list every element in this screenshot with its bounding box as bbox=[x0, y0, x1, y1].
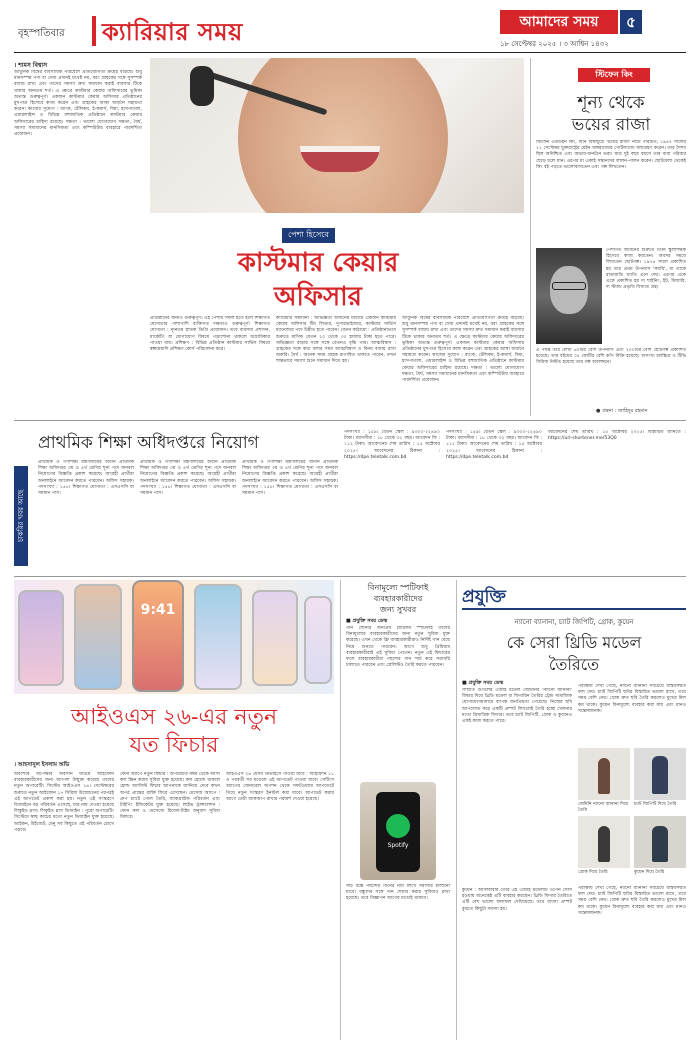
figure-caption-2: চ্যাট জিপিটি দিয়ে তৈরি bbox=[634, 802, 677, 807]
ios-author: । আহসানুল ইসলাম অভি bbox=[14, 762, 70, 768]
figurine-2 bbox=[652, 756, 668, 794]
recruitment-side-label: চাকরির খবর আছে bbox=[14, 466, 28, 566]
masthead-divider bbox=[92, 16, 96, 46]
portrait-face bbox=[550, 266, 588, 314]
tech-author: ■ প্রযুক্তি সময় ডেস্ক bbox=[462, 680, 504, 686]
tech-subtitle: ন্যানো ব্যানানা, চ্যাট জিপিটি, গ্রোক, কুয়েন bbox=[514, 618, 634, 626]
customer-care-body-right-b: আধুনিক বিশ্বের ব্যবসায়িক পরিবেশে প্রতিযোগিতা ক্রমেই বাড়ছে। শুধু মানসম্পন্ন পণ্য বা সেবা প্রদানই যথেষ্ট নয়, বরং গ্রাহকের সঙ্গে সুসম্পর্ক বজায় রাখা এবং তাদের সমস্যা দ্রুত সমাধান করাই ব্যবসার টিকে থাকার অন্যতম শর্ত। এ ক্ষেত্রে কাস্টমার কেয়ার অফিসারের ভূমিকা অত্যন্ত গুরুত্বপূর্ণ। একজন কাস্টমার কেয়ার অফিসার প্রতিষ্ঠানের মুখপাত্র হিসেবে কাজ করেন এবং গ্রাহকের আস্থা অর্জনে সহায়তা করেন। কাজের সুযোগ : ব্যাংক, টেলিকম, ই-কমার্স, বিমা, হাসপাতাল, এয়ারলাইন্স ও বিভিন্ন বহুজাতিক প্রতিষ্ঠানে কাস্টমার কেয়ার অফিসারের চাহিদা রয়েছে। দক্ষতা : ভালো যোগাযোগ দক্ষতা, ধৈর্য, সমস্যা সমাধানের মানসিকতা এবং কম্পিউটার ব্যবহারে পারদর্শিতা প্রয়োজন। bbox=[402, 316, 524, 384]
ios-body-3: আইওএস ২৬ যেসব ডিভাইসে পাওয়া যাবে : আইফোন ১১ ও পরবর্তী সব মডেলে এই আপডেট পাওয়া যাবে। সেটিংস অ্যাপের জেনারেল অপশন থেকে সফটওয়্যার আপডেটে গিয়ে নতুন সংস্করণ ইনস্টল করা যাবে। আপডেট করার আগে ডেটা ব্যাকআপ রাখার পরামর্শ দেওয়া হয়েছে। bbox=[226, 772, 334, 802]
figure-caption-4: কুয়েন দিয়ে তৈরি bbox=[634, 870, 665, 875]
recruitment-title: প্রাথমিক শিক্ষা অধিদপ্তরে নিয়োগ bbox=[38, 433, 259, 453]
ios-article bbox=[14, 580, 334, 1042]
recruitment-body-4: পদসংখ্যা : ১৫৯। বেতন স্কেল : ৯৩০০-২২৪৯০ টাকা। বয়সসীমা : ১৮ থেকে ৩২ বছর। আবেদন ফি : ১১২ টাকা। আবেদনের শেষ তারিখ : ১৫ অক্টোবর ২০২৫। আবেদনের ঠিকানা : https://dpe.teletalk.com.bd bbox=[344, 430, 440, 460]
tech-body-4: পরীক্ষায় দেখা গেছে, ন্যানো ব্যানানা সবচেয়ে বাস্তবসম্মত ফল দেয়। চ্যাট জিপিটি ছবির বিস্তারিত ভালো রাখে, তবে সময় বেশি নেয়। গ্রোক দ্রুত ছবি তৈরি করলেও মুখের মিল কম থাকে। কুয়েন বিনামূল্যে ব্যবহার করা যায় এবং মানও সন্তোষজনক। bbox=[578, 886, 686, 916]
section-title: ক্যারিয়ার সময় bbox=[102, 17, 243, 46]
phone-time: 9:41 bbox=[140, 602, 176, 618]
spotify-title-2: ব্যবহারকারীদের bbox=[373, 594, 423, 603]
ios-phones-image bbox=[14, 580, 334, 694]
figure-image-1 bbox=[578, 748, 630, 800]
figure-image-3 bbox=[578, 816, 630, 868]
masthead bbox=[0, 0, 700, 52]
col-rule-1 bbox=[530, 58, 531, 416]
customer-care-kicker: পেশা হিসেবে bbox=[282, 228, 335, 243]
rule-mid bbox=[14, 420, 686, 421]
face-shape bbox=[238, 58, 448, 213]
spotify-brand: Spotify bbox=[387, 842, 409, 849]
spotify-logo-icon bbox=[386, 814, 410, 838]
stephen-king-credit: ● গ্রন্থনা : জাহিদুর রহমান bbox=[596, 408, 648, 414]
tech-title-2: তৈরিতে bbox=[548, 655, 600, 674]
stephen-king-article bbox=[536, 68, 686, 418]
figurine-1 bbox=[598, 758, 610, 794]
customer-care-title-1: কাস্টমার কেয়ার bbox=[237, 248, 399, 278]
paper-logo: আমাদের সময় bbox=[500, 10, 618, 34]
ios-body-1: অবশেষে অপেক্ষার অবসান ঘটিয়ে আইফোন ব্যবহারকারীদের জন্য অ্যাপল উন্মুক্ত করেছে তাদের নতুন অপারেটিং সিস্টেম আইওএস ২৬। সেপ্টেম্বরের শুরুতে নতুন আইফোন ১৭ সিরিজ উন্মোচনের পরপরই এই আপডেট প্রকাশ করা হয়। নতুন এই সংস্করণে ডিজাইনে বড় পরিবর্তন এসেছে, যার নাম দেওয়া হয়েছে লিকুইড গ্লাস। লিকুইড গ্লাস ডিজাইন : পুরো অপারেটিং সিস্টেমে স্বচ্ছ কাচের মতো নতুন ডিজাইন যুক্ত হয়েছে। আইকন, উইজেট, মেনু সব কিছুতে এই পরিবর্তন চোখে পড়বে। bbox=[14, 772, 114, 833]
rule-lower bbox=[14, 576, 686, 577]
ios-title-1: আইওএস ২৬-এর নতুন bbox=[70, 705, 278, 730]
phone-5 bbox=[252, 590, 298, 686]
tech-article bbox=[462, 580, 686, 1042]
customer-care-photo bbox=[150, 58, 524, 213]
customer-care-body-mid: প্রতিষ্ঠানের জন্যও গুরুত্বপূর্ণ। এই পেশায় সফল হতে হলে শিক্ষাগত যোগ্যতার পাশাপাশি ব্যক্তিগত দক্ষতাও গুরুত্বপূর্ণ। শিক্ষাগত যোগ্যতা : ন্যূনতম স্নাতক ডিগ্রি প্রয়োজন। তবে ব্যবসায় প্রশাসন, মার্কেটিং বা যোগাযোগ বিষয়ে পড়াশোনা থাকলে অগ্রাধিকার পাওয়া যায়। প্রশিক্ষণ : বিভিন্ন প্রতিষ্ঠান কাস্টমার সার্ভিস বিষয়ে স্বল্পমেয়াদি প্রশিক্ষণ কোর্স পরিচালনা করে। bbox=[150, 316, 270, 353]
col-rule-2 bbox=[340, 580, 341, 1040]
page-number: ৫ bbox=[620, 10, 642, 34]
ios-title-2: যত ফিচার bbox=[129, 733, 219, 758]
phone-6 bbox=[304, 596, 332, 684]
tech-section-title: প্রযুক্তি bbox=[462, 587, 506, 607]
recruitment-body-1: প্রাথমিক ও গণশিক্ষা মন্ত্রণালয়ের অধীন প্রাথমিক শিক্ষা অধিদপ্তর ৩য় ও ৪র্থ শ্রেণির শূন্য পদে জনবল নিয়োগের বিজ্ঞপ্তি প্রকাশ করেছে। আগ্রহী প্রার্থীরা অনলাইনে আবেদন করতে পারবেন। অফিস সহায়ক। পদসংখ্যা : ১৫৮। শিক্ষাগত যোগ্যতা : এসএসসি বা সমমান পাস। bbox=[38, 460, 134, 497]
phone-4 bbox=[194, 584, 242, 690]
phone-3 bbox=[132, 580, 184, 692]
customer-care-author: । শামস বিশ্বাস bbox=[14, 62, 48, 69]
earpiece-icon bbox=[190, 66, 214, 106]
stephen-king-body: স্টিফেন এডউইন কিং, যিনি বিশ্বজুড়ে 'ভয়ের রাজা' নামে পরিচিত, ১৯৪৭ সালের ২১ সেপ্টেম্বর যুক্তরাষ্ট্রের মেইন অঙ্গরাজ্যের পোর্টল্যান্ডে জন্মগ্রহণ করেন। তার শৈশব ছিল অনিশ্চিত এবং অভাব-অনটনে ভরা। মাত্র দুই বছর বয়সে তার বাবা পরিবার ছেড়ে চলে যান। এরপর মা একাই সন্তানদের লালন-পালন করেন। ছোটবেলা থেকেই কিং বই পড়তে ভালোবাসতেন এবং গল্প লিখতেন। bbox=[536, 140, 686, 170]
stephen-king-photo bbox=[536, 248, 602, 344]
customer-care-body-right-a: ক্যারিয়ার সম্ভাবনা : অভিজ্ঞতা অর্জনের মাধ্যমে একজন কাস্টমার কেয়ার অফিসার টিম লিডার, সুপারভাইজার, কাস্টমার সার্ভিস ম্যানেজার পদে উন্নীত হতে পারেন। বেতন কাঠামো : প্রতিষ্ঠানভেদে শুরুতে মাসিক বেতন ২০ থেকে ৩০ হাজার টাকা হতে পারে। অভিজ্ঞতা বাড়ার সঙ্গে সঙ্গে বেতনও বৃদ্ধি পায়। আত্মবিশ্বাস : গ্রাহকের সঙ্গে কথা বলার সময় আত্মবিশ্বাস ও বিনয় বজায় রাখা জরুরি। ধৈর্য : অনেক সময় গ্রাহক রাগান্বিত থাকতে পারেন, তখন শান্তভাবে সমস্যা শুনে সমাধান দিতে হয়। bbox=[276, 316, 396, 365]
spotify-phone-image bbox=[360, 782, 436, 880]
tech-body-2: পরীক্ষায় দেখা গেছে, ন্যানো ব্যানানা সবচেয়ে বাস্তবসম্মত ফল দেয়। চ্যাট জিপিটি ছবির বিস্তারিত ভালো রাখে, তবে সময় বেশি নেয়। গ্রোক দ্রুত ছবি তৈরি করলেও মুখের মিল কম থাকে। কুয়েন বিনামূল্যে ব্যবহার করা যায় এবং মানও সন্তোষজনক। bbox=[578, 684, 686, 714]
figure-image-4 bbox=[634, 816, 686, 868]
customer-care-article bbox=[14, 58, 524, 418]
stephen-king-body-2: পেশাগত জীবনের শুরুতে তিনি স্কুলশিক্ষক হিসেবে কাজ করতেন। অবসর সময়ে লিখতেন ছোটগল্প। ১৯৭৪ সালে প্রকাশিত হয় তার প্রথম উপন্যাস 'ক্যারি', যা তাকে রাতারাতি খ্যাতি এনে দেয়। এরপর একে একে প্রকাশিত হয় দ্য শাইনিং, ইট, মিজারি, দ্য স্ট্যান্ড প্রভৃতি বিখ্যাত গ্রন্থ। bbox=[606, 248, 686, 291]
figure-image-2 bbox=[634, 748, 686, 800]
spotify-title-1: বিনামূল্যে স্পটিফাই bbox=[367, 583, 429, 592]
masthead-rule bbox=[14, 52, 686, 53]
recruitment-body-3: প্রাথমিক ও গণশিক্ষা মন্ত্রণালয়ের অধীন প্রাথমিক শিক্ষা অধিদপ্তর ৩য় ও ৪র্থ শ্রেণির শূন্য পদে জনবল নিয়োগের বিজ্ঞপ্তি প্রকাশ করেছে। আগ্রহী প্রার্থীরা অনলাইনে আবেদন করতে পারবেন। অফিস সহায়ক। পদসংখ্যা : ১৫৮। শিক্ষাগত যোগ্যতা : এসএসসি বা সমমান পাস। bbox=[242, 460, 338, 497]
spotify-body-2: সার্চ বক্সে পছন্দের গানের নাম লিখে সরাসরি চালানো যাবে। বন্ধুদের সঙ্গে গান শেয়ার করার সুবিধাও রাখা হয়েছে। তবে বিজ্ঞাপন আগের মতোই থাকবে। bbox=[346, 884, 450, 902]
masthead-date: ১৮ সেপ্টেম্বর ২০২৫ । ৩ আশ্বিন ১৪৩২ bbox=[500, 40, 609, 48]
tech-section-rule bbox=[462, 608, 686, 610]
recruitment-body-5: পদসংখ্যা : ১৫৯। বেতন স্কেল : ৯৩০০-২২৪৯০ টাকা। বয়সসীমা : ১৮ থেকে ৩২ বছর। আবেদন ফি : ১১২ টাকা। আবেদনের শেষ তারিখ : ১৫ অক্টোবর ২০২৫। আবেদনের ঠিকানা : https://dpe.teletalk.com.bd bbox=[446, 430, 542, 460]
figurine-3 bbox=[598, 826, 610, 862]
tech-body-3: কুয়েন : আলিবাবার তৈরি এই এআই মডেলটি ওপেন সোর্স হওয়ায় অনেকেই এটি ব্যবহার করছেন। থ্রিডি ফিগার তৈরিতে এটি বেশ ভালো ফলাফল দেখিয়েছে। তবে বাংলা প্রম্পট বুঝতে কিছুটা সমস্যা হয়। bbox=[462, 888, 572, 912]
spotify-title-3: জন্য সুখবর bbox=[379, 605, 417, 614]
figurine-4 bbox=[652, 826, 668, 862]
portrait-glasses bbox=[552, 282, 586, 290]
recruitment-article bbox=[14, 426, 686, 574]
stephen-king-tag: স্টিফেন কিং bbox=[578, 68, 650, 82]
spotify-phone bbox=[376, 792, 420, 872]
stephen-king-title-2: ভয়ের রাজা bbox=[571, 115, 651, 135]
customer-care-body-left: আধুনিক বিশ্বের ব্যবসায়িক পরিবেশে প্রতিযোগিতা ক্রমেই বাড়ছে। শুধু মানসম্পন্ন পণ্য বা সেবা প্রদানই যথেষ্ট নয়, বরং গ্রাহকের সঙ্গে সুসম্পর্ক বজায় রাখা এবং তাদের সমস্যা দ্রুত সমাধান করাই ব্যবসার টিকে থাকার অন্যতম শর্ত। এ ক্ষেত্রে কাস্টমার কেয়ার অফিসারের ভূমিকা অত্যন্ত গুরুত্বপূর্ণ। একজন কাস্টমার কেয়ার অফিসার প্রতিষ্ঠানের মুখপাত্র হিসেবে কাজ করেন এবং গ্রাহকের আস্থা অর্জনে সহায়তা করেন। কাজের সুযোগ : ব্যাংক, টেলিকম, ই-কমার্স, বিমা, হাসপাতাল, এয়ারলাইন্স ও বিভিন্ন বহুজাতিক প্রতিষ্ঠানে কাস্টমার কেয়ার অফিসারের চাহিদা রয়েছে। দক্ষতা : ভালো যোগাযোগ দক্ষতা, ধৈর্য, সমস্যা সমাধানের মানসিকতা এবং কম্পিউটার ব্যবহারে পারদর্শিতা প্রয়োজন। bbox=[14, 70, 142, 138]
figure-caption-3: গ্রোক দিয়ে তৈরি bbox=[578, 870, 608, 875]
spotify-body: গান শোনার জনপ্রিয় প্ল্যাটফর্ম স্পটিফাই তাদের বিনামূল্যের ব্যবহারকারীদের জন্য নতুন সুবিধা যুক্ত করেছে। এখন থেকে ফ্রি ব্যবহারকারীরাও নির্দিষ্ট গান বেছে নিয়ে শুনতে পারবেন। আগে শুধু প্রিমিয়াম ব্যবহারকারীরাই এই সুবিধা পেতেন। নতুন এই ফিচারের ফলে ব্যবহারকারীরা পছন্দের গান সার্চ করে সরাসরি চালাতে পারবেন এবং প্লেলিস্টও তৈরি করতে পারবেন। bbox=[346, 626, 450, 669]
ios-body-2: ফোন অ্যাপে নতুন ফিচার : অপরিচিত নম্বর থেকে আসা কল স্ক্রিন করার সুবিধা যুক্ত হয়েছে। কল হোল্ডে থাকলে হোল্ড অ্যাসিস্ট ফিচার আপনাকে জানিয়ে দেবে কখন অপর প্রান্তের ব্যক্তি ফিরে এসেছেন। মেসেজ অ্যাপে : গ্রুপ চ্যাটে পোল তৈরি, ব্যাকগ্রাউন্ড পরিবর্তন এবং টাইপিং ইন্ডিকেটর যুক্ত হয়েছে। লাইভ ট্রান্সলেশন : ফোন কল ও মেসেজে রিয়েল-টাইম অনুবাদ সুবিধা মিলবে। bbox=[120, 772, 220, 821]
stephen-king-body-3: এ পর্যন্ত তার লেখা ৬০টির বেশি উপন্যাস এবং ২০০টির বেশি ছোটগল্প প্রকাশিত হয়েছে। তার বইয়ের ৩৫ কোটির বেশি কপি বিক্রি হয়েছে। অসংখ্য চলচ্চিত্র ও টিভি সিরিজ নির্মিত হয়েছে তার গল্প অবলম্বনে। bbox=[536, 348, 686, 366]
masthead-day: বৃহস্পতিবার bbox=[18, 28, 65, 39]
customer-care-title-2: অফিসার bbox=[274, 282, 362, 312]
stephen-king-title-1: শূন্য থেকে bbox=[577, 93, 645, 113]
spotify-author: ■ প্রযুক্তি সময় ডেস্ক bbox=[346, 618, 388, 624]
phone-1 bbox=[18, 590, 64, 686]
recruitment-body-2: প্রাথমিক ও গণশিক্ষা মন্ত্রণালয়ের অধীন প্রাথমিক শিক্ষা অধিদপ্তর ৩য় ও ৪র্থ শ্রেণির শূন্য পদে জনবল নিয়োগের বিজ্ঞপ্তি প্রকাশ করেছে। আগ্রহী প্রার্থীরা অনলাইনে আবেদন করতে পারবেন। অফিস সহায়ক। পদসংখ্যা : ১৫৮। শিক্ষাগত যোগ্যতা : এসএসসি বা সমমান পাস। bbox=[140, 460, 236, 497]
col-rule-3 bbox=[456, 580, 457, 1040]
spotify-article bbox=[346, 582, 450, 1042]
phone-2 bbox=[74, 584, 122, 690]
figure-caption-1: জেমিনি ন্যানো ব্যানানা দিয়ে তৈরি bbox=[578, 802, 629, 813]
tech-title-1: কে সেরা থ্রিডি মডেল bbox=[506, 633, 642, 652]
recruitment-body-6: আবেদনের শেষ তারিখ : ১৫ অক্টোবর ২০২৫। বিস্তারিত জানতে : https://url-shortener.me/53Q0 bbox=[548, 430, 686, 442]
tech-body-1: সম্প্রতি গুগলের এআই মডেল জেমিনির 'ন্যানো ব্যানানা' ফিচার দিয়ে থ্রিডি মডেল বা ফিগারিন তৈরির ট্রেন্ড সামাজিক যোগাযোগমাধ্যমে ব্যাপক জনপ্রিয়তা পেয়েছে। নিজের ছবি আপলোড করে একটি প্রম্পট লিখলেই তৈরি হচ্ছে খেলনার মতো ত্রিমাত্রিক ফিগার। তবে চ্যাট জিপিটি, গ্রোক ও কুয়েনও একই কাজ করতে পারে। bbox=[462, 688, 572, 725]
